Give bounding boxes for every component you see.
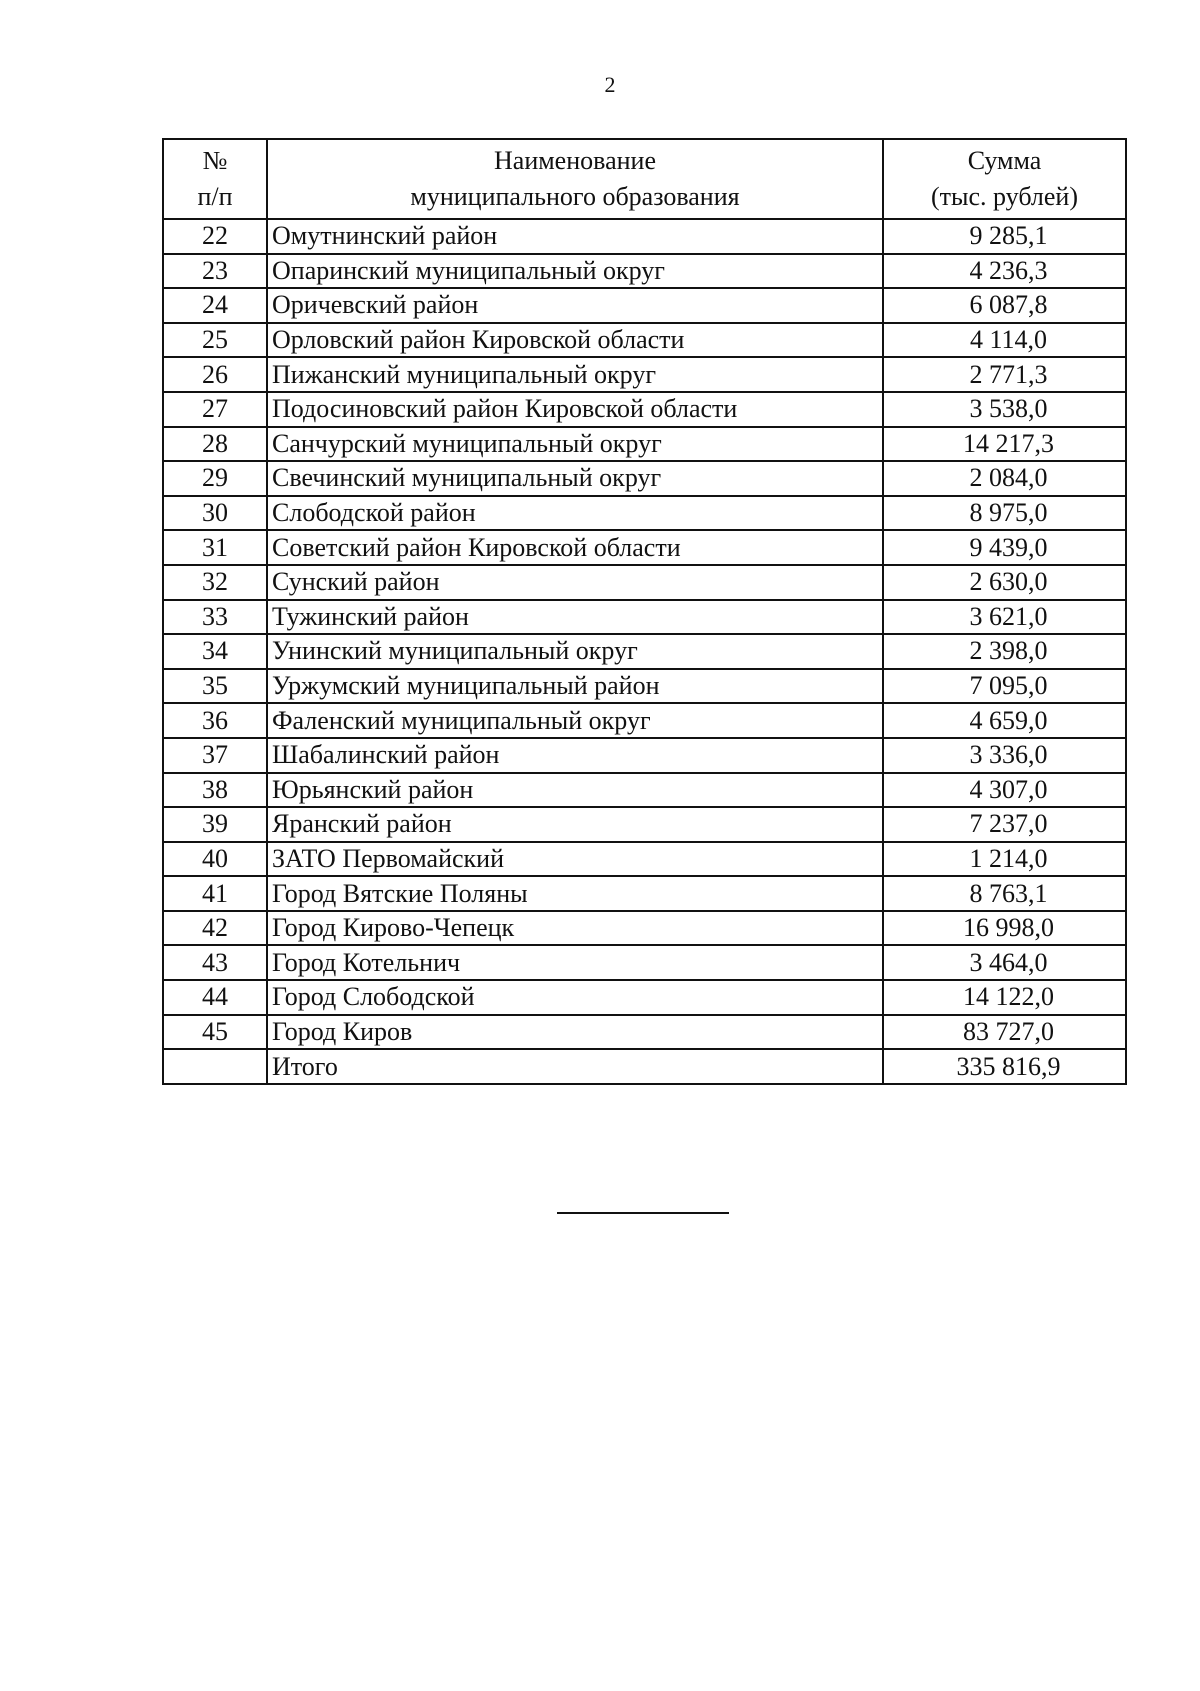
table-row: [163, 219, 1126, 254]
row-number: 30: [163, 496, 267, 531]
row-name: Уржумский муниципальный район: [267, 669, 883, 704]
header-amount-line1: Сумма: [967, 146, 1042, 175]
table-row: [163, 773, 1126, 808]
row-name: Свечинский муниципальный округ: [267, 461, 883, 496]
row-name: Фаленский муниципальный округ: [267, 703, 883, 738]
row-number: 23: [163, 254, 267, 289]
table-row: [163, 461, 1126, 496]
row-number: 22: [163, 219, 267, 254]
total-amount: 335 816,9: [883, 1049, 1126, 1084]
row-name: Санчурский муниципальный округ: [267, 427, 883, 462]
row-name: Унинский муниципальный округ: [267, 634, 883, 669]
row-name: Город Слободской: [267, 980, 883, 1015]
row-number: 25: [163, 323, 267, 358]
row-number: 43: [163, 945, 267, 980]
row-number: 33: [163, 600, 267, 635]
table-row: [163, 807, 1126, 842]
row-name: Советский район Кировской области: [267, 530, 883, 565]
row-name: Город Котельнич: [267, 945, 883, 980]
row-amount: 9 285,1: [883, 219, 1126, 254]
row-amount: 14 217,3: [883, 427, 1126, 462]
row-number: 39: [163, 807, 267, 842]
row-amount: 3 336,0: [883, 738, 1126, 773]
row-name: Подосиновский район Кировской области: [267, 392, 883, 427]
row-number: 27: [163, 392, 267, 427]
row-amount: 83 727,0: [883, 1015, 1126, 1050]
row-number: 32: [163, 565, 267, 600]
table-row: [163, 980, 1126, 1015]
row-amount: 7 237,0: [883, 807, 1126, 842]
row-number: 36: [163, 703, 267, 738]
row-amount: 1 214,0: [883, 842, 1126, 877]
table-row: [163, 357, 1126, 392]
header-number-line2: п/п: [197, 182, 233, 211]
table-row: [163, 634, 1126, 669]
row-name: Шабалинский район: [267, 738, 883, 773]
header-number: [163, 139, 267, 219]
row-amount: 8 975,0: [883, 496, 1126, 531]
row-name: Орловский район Кировской области: [267, 323, 883, 358]
row-amount: 16 998,0: [883, 911, 1126, 946]
table-row: [163, 288, 1126, 323]
row-name: Опаринский муниципальный округ: [267, 254, 883, 289]
row-number: 45: [163, 1015, 267, 1050]
row-name: Сунский район: [267, 565, 883, 600]
row-amount: 3 464,0: [883, 945, 1126, 980]
row-amount: 4 307,0: [883, 773, 1126, 808]
table-row: [163, 254, 1126, 289]
row-number: 40: [163, 842, 267, 877]
total-label: Итого: [267, 1049, 883, 1084]
table-row: [163, 842, 1126, 877]
table-row: [163, 945, 1126, 980]
row-amount: 7 095,0: [883, 669, 1126, 704]
table-row: [163, 669, 1126, 704]
row-amount: 4 236,3: [883, 254, 1126, 289]
row-name: Пижанский муниципальный округ: [267, 357, 883, 392]
row-amount: 2 084,0: [883, 461, 1126, 496]
row-name: Слободской район: [267, 496, 883, 531]
row-amount: 3 538,0: [883, 392, 1126, 427]
row-number: 42: [163, 911, 267, 946]
row-amount: 3 621,0: [883, 600, 1126, 635]
row-amount: 2 630,0: [883, 565, 1126, 600]
table-row: [163, 911, 1126, 946]
row-amount: 14 122,0: [883, 980, 1126, 1015]
table-row: [163, 876, 1126, 911]
table-header: [163, 139, 1126, 219]
row-amount: 8 763,1: [883, 876, 1126, 911]
table-row: [163, 600, 1126, 635]
closing-separator-line: [557, 1212, 729, 1214]
row-number: 28: [163, 427, 267, 462]
header-name: [267, 139, 883, 219]
row-amount: 2 398,0: [883, 634, 1126, 669]
row-name: Город Кирово-Чепецк: [267, 911, 883, 946]
row-number: 38: [163, 773, 267, 808]
row-number: 41: [163, 876, 267, 911]
row-number: 34: [163, 634, 267, 669]
table-row: [163, 1015, 1126, 1050]
row-number: 24: [163, 288, 267, 323]
header-row: [163, 139, 1126, 219]
row-amount: 4 114,0: [883, 323, 1126, 358]
table-row: [163, 703, 1126, 738]
row-name: Тужинский район: [267, 600, 883, 635]
table-row: [163, 392, 1126, 427]
row-number: 31: [163, 530, 267, 565]
row-name: Яранский район: [267, 807, 883, 842]
header-name-line2: муниципального образования: [410, 182, 740, 211]
table-row: [163, 427, 1126, 462]
row-name: Юрьянский район: [267, 773, 883, 808]
row-number: 29: [163, 461, 267, 496]
row-number: 37: [163, 738, 267, 773]
row-amount: 6 087,8: [883, 288, 1126, 323]
table-row: [163, 323, 1126, 358]
row-amount: 9 439,0: [883, 530, 1126, 565]
table-body: [163, 219, 1126, 1084]
table-row: [163, 565, 1126, 600]
table-row: [163, 738, 1126, 773]
row-amount: 2 771,3: [883, 357, 1126, 392]
header-name-line1: Наименование: [494, 146, 656, 175]
row-name: Город Киров: [267, 1015, 883, 1050]
row-number: 44: [163, 980, 267, 1015]
row-number: 26: [163, 357, 267, 392]
row-name: Омутнинский район: [267, 219, 883, 254]
header-amount-line2: (тыс. рублей): [930, 182, 1078, 211]
total-number: [163, 1049, 267, 1084]
row-number: 35: [163, 669, 267, 704]
row-name: Город Вятские Поляны: [267, 876, 883, 911]
total-row: [163, 1049, 1126, 1084]
table-row: [163, 530, 1126, 565]
header-amount: [883, 139, 1126, 219]
header-number-line1: №: [202, 146, 228, 175]
table-row: [163, 496, 1126, 531]
row-amount: 4 659,0: [883, 703, 1126, 738]
row-name: Оричевский район: [267, 288, 883, 323]
row-name: ЗАТО Первомайский: [267, 842, 883, 877]
municipal-amounts-table: [162, 138, 1127, 1085]
page-number: 2: [604, 72, 616, 97]
